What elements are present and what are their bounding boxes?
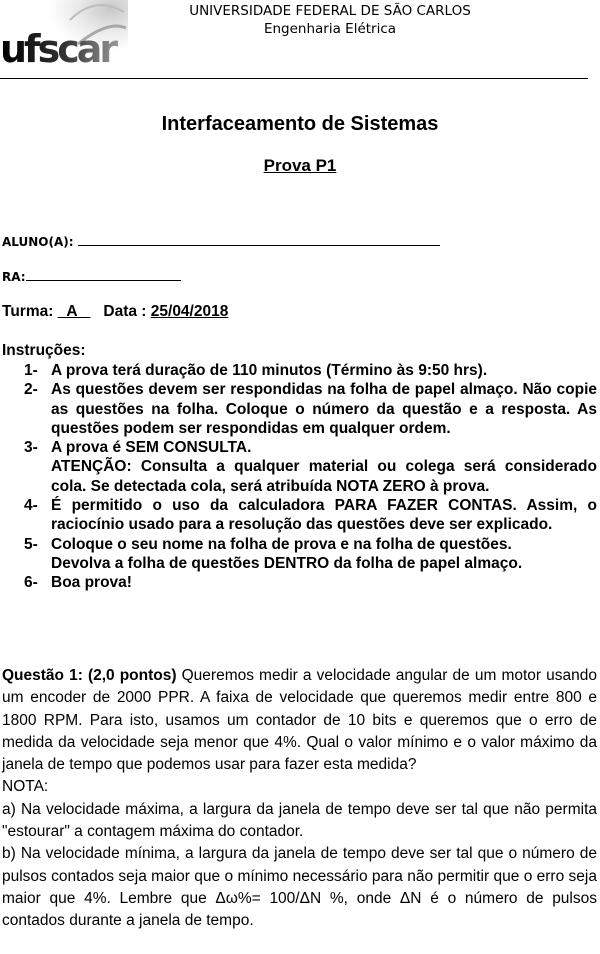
exam-title bbox=[0, 156, 600, 176]
instruction-item: 1- A prova terá duração de 110 minutos (Término às 9:50 hrs). bbox=[24, 362, 488, 379]
course-title: Interfaceamento de Sistemas bbox=[161, 113, 439, 135]
date-value: 25/04/2018 bbox=[150, 303, 229, 320]
class-info bbox=[2, 303, 228, 321]
instructions-list bbox=[0, 361, 600, 593]
question-1-label: Questão 1: (2,0 pontos) bbox=[2, 667, 177, 684]
question-1-note-b: b) Na velocidade mínima, a largura da janela de tempo deve ser tal que o número de pulsos contados seja maior que o mínimo necessário para não permitir que o erro seja maior que 4%. Lembre que Δω%= 100/ΔN %, onde ΔN é o número de pulsos contados durante a janela de tempo. bbox=[2, 845, 597, 930]
question-1-note-label: NOTA: bbox=[2, 778, 49, 796]
turma-label: Turma: bbox=[2, 303, 54, 320]
ra-blank[interactable] bbox=[26, 268, 181, 281]
svg-text:ufscar: ufscar bbox=[0, 27, 116, 71]
exam-title-text: Prova P1 bbox=[263, 156, 337, 175]
question-1-note-a: a) Na velocidade máxima, a largura da janela de tempo deve ser tal que não permita "estourar" a contagem máxima do contador. bbox=[2, 800, 597, 841]
instruction-item: 2- As questões devem ser respondidas na folha de papel almaço. Não copie as questões na folha. Coloque o número da questão e a resposta. As questões podem ser respondidas em qualquer ordem. bbox=[24, 381, 597, 437]
date-label: Data : bbox=[103, 303, 147, 320]
ra-label: RA: bbox=[2, 270, 26, 284]
institution-header bbox=[130, 2, 530, 38]
instruction-item: 5- Coloque o seu nome na folha de prova e na folha de questões. Devolva a folha de questões DENTRO da folha de papel almaço. bbox=[24, 535, 523, 572]
student-name-label: ALUNO(A): bbox=[2, 235, 74, 249]
question-1 bbox=[2, 665, 597, 933]
turma-value: A bbox=[66, 303, 78, 320]
question-1-statement: Questão 1: (2,0 pontos) Queremos medir a velocidade angular de um motor usando um encoder de 2000 PPR. A faixa de velocidade que queremos medir entre 800 e 1800 RPM. Para isto, usamos um contador de 10 bits e queremos que o erro de medida da velocidade seja menor que 4%. Qual o valor mínimo e o valor máximo da janela de tempo que podemos usar para fazer esta medida? bbox=[2, 667, 597, 774]
instruction-item: 3- A prova é SEM CONSULTA. ATENÇÃO: Consulta a qualquer material ou colega será considerado cola. Se detectada cola, será atribuída NOTA ZERO à prova. bbox=[24, 439, 597, 495]
student-name-field bbox=[2, 233, 440, 249]
header-divider bbox=[0, 78, 588, 79]
instructions-heading: Instruções: bbox=[2, 342, 86, 359]
department-name: Engenharia Elétrica bbox=[263, 21, 397, 37]
instruction-item: 6- Boa prova! bbox=[24, 574, 132, 592]
university-name: UNIVERSIDADE FEDERAL DE SÃO CARLOS bbox=[189, 3, 471, 19]
instruction-item: 4- É permitido o uso da calculadora PARA FAZER CONTAS. Assim, o raciocínio usado para a resolução das questões deve ser explicado. bbox=[24, 497, 597, 534]
student-name-blank[interactable] bbox=[78, 233, 440, 246]
ra-field bbox=[2, 268, 181, 284]
